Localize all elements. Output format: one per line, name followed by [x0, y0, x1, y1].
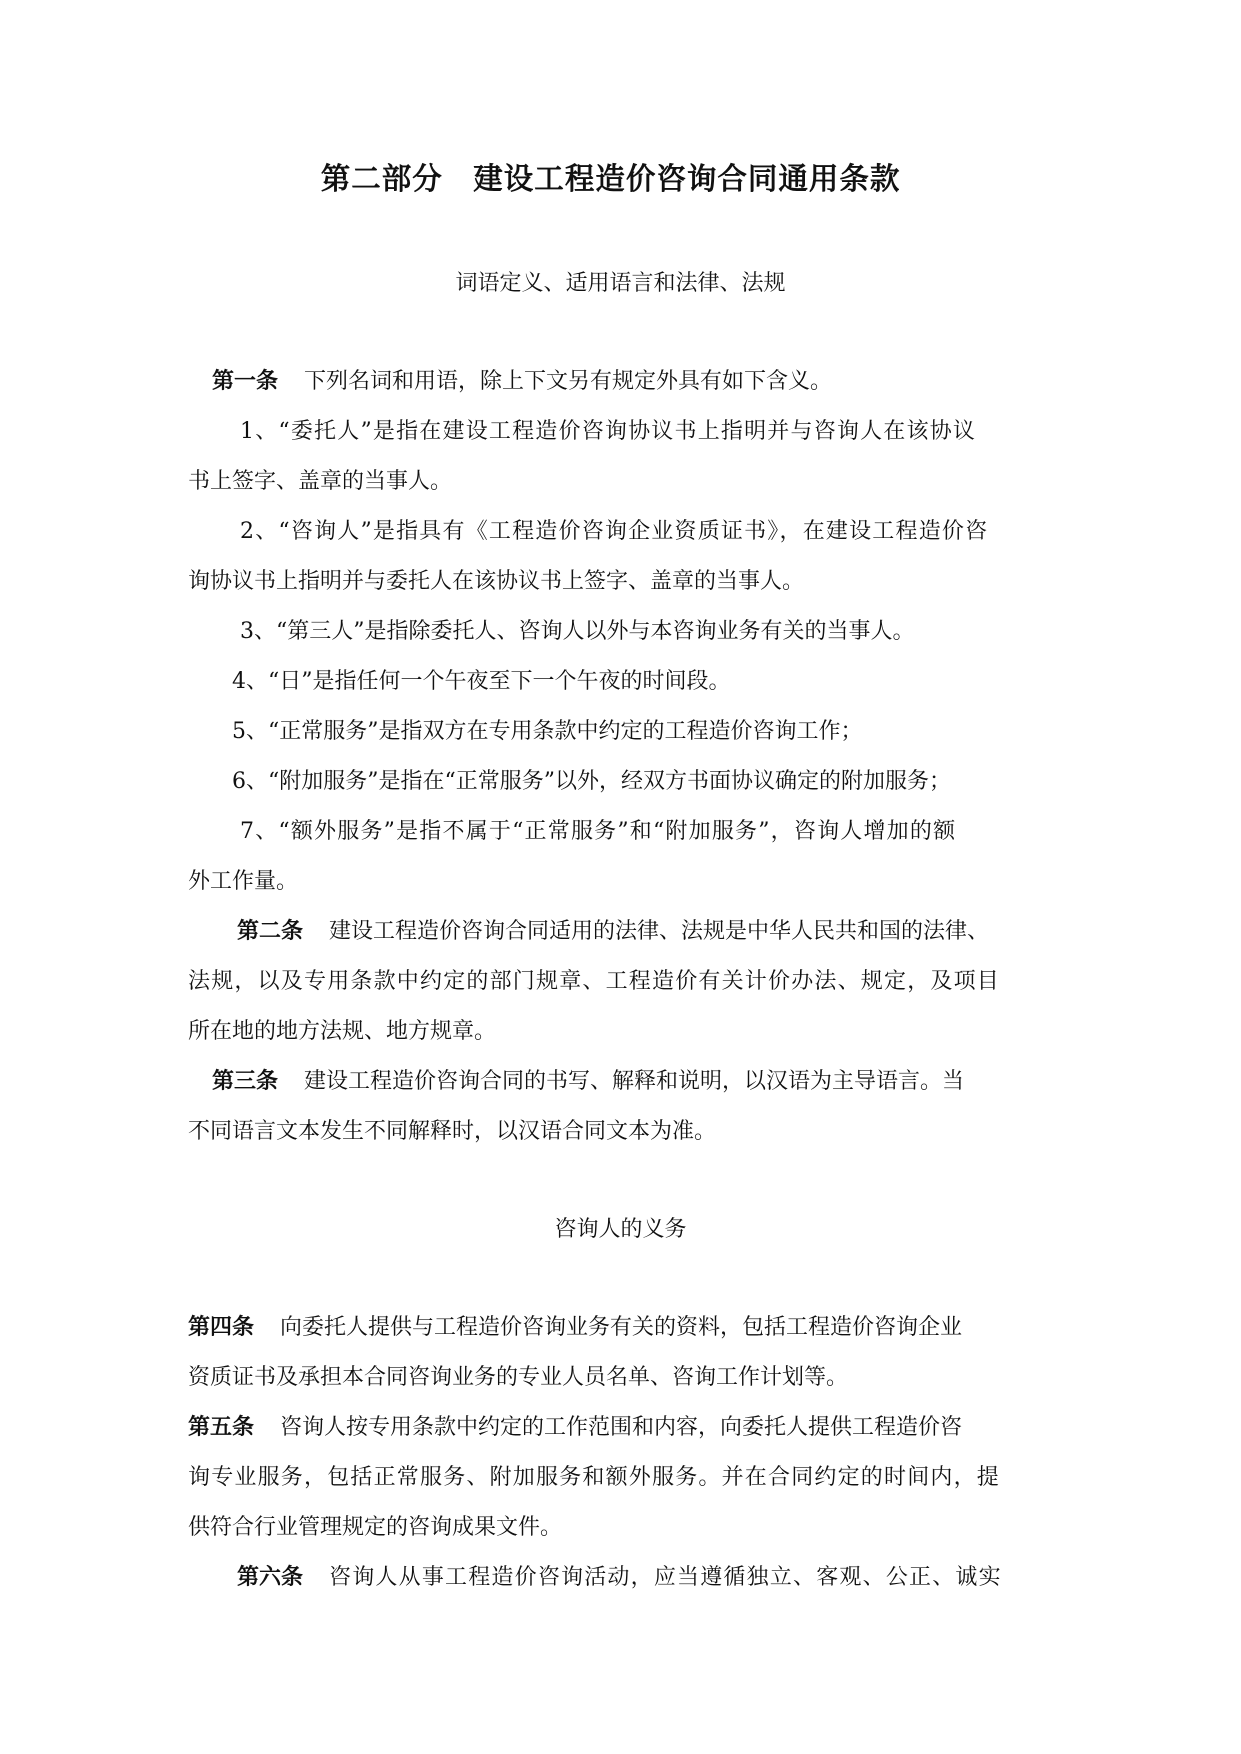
- article-2-line-2: 法规，以及专用条款中约定的部门规章、工程造价有关计价办法、规定，及项目: [188, 969, 1001, 994]
- document-title: 第二部分 建设工程造价咨询合同通用条款: [320, 162, 901, 197]
- section-heading-consultant-obligations: 咨询人的义务: [554, 1217, 687, 1242]
- definition-5: 5、“正常服务”是指双方在专用条款中约定的工程造价咨询工作；: [232, 719, 863, 744]
- definition-3: 3、“第三人”是指除委托人、咨询人以外与本咨询业务有关的当事人。: [240, 619, 915, 644]
- article-4-line-1: [188, 1312, 962, 1344]
- definition-2-line-2: 询协议书上指明并与委托人在该协议书上签字、盖章的当事人。: [188, 569, 805, 594]
- article-2-text: 建设工程造价咨询合同适用的法律、法规是中华人民共和国的法律、: [329, 919, 990, 944]
- article-6-label: 第六条: [237, 1565, 304, 1590]
- article-6-text: 咨询人从事工程造价咨询活动，应当遵循独立、客观、公正、诚实: [329, 1565, 1002, 1590]
- article-5-line-1: [188, 1412, 962, 1444]
- definition-1-line-2: 书上签字、盖章的当事人。: [188, 469, 453, 494]
- article-3-label: 第三条: [212, 1069, 279, 1094]
- article-3-line-1: [212, 1066, 964, 1098]
- article-6-line-1: [237, 1562, 1002, 1594]
- article-4-label: 第四条: [188, 1315, 255, 1340]
- article-4-text: 向委托人提供与工程造价咨询业务有关的资料，包括工程造价咨询企业: [280, 1315, 963, 1340]
- section-heading-definitions: 词语定义、适用语言和法律、法规: [455, 271, 786, 296]
- article-1-intro: [212, 366, 832, 398]
- article-1-text: 下列名词和用语，除上下文另有规定外具有如下含义。: [304, 369, 833, 394]
- article-5-text: 咨询人按专用条款中约定的工作范围和内容，向委托人提供工程造价咨: [280, 1415, 963, 1440]
- article-3-text: 建设工程造价咨询合同的书写、解释和说明，以汉语为主导语言。当: [304, 1069, 965, 1094]
- article-5-line-2: 询专业服务，包括正常服务、附加服务和额外服务。并在合同约定的时间内，提: [188, 1465, 1001, 1490]
- article-2-line-3: 所在地的地方法规、地方规章。: [188, 1019, 497, 1044]
- article-5-line-3: 供符合行业管理规定的咨询成果文件。: [188, 1515, 563, 1540]
- definition-1-line-1: 1、“委托人”是指在建设工程造价咨询协议书上指明并与咨询人在该协议: [240, 419, 977, 444]
- definition-6: 6、“附加服务”是指在“正常服务”以外，经双方书面协议确定的附加服务；: [232, 769, 951, 794]
- article-4-line-2: 资质证书及承担本合同咨询业务的专业人员名单、咨询工作计划等。: [188, 1365, 849, 1390]
- definition-4: 4、“日”是指任何一个午夜至下一个午夜的时间段。: [232, 669, 731, 694]
- definition-7-line-1: 7、“额外服务”是指不属于“正常服务”和“附加服务”，咨询人增加的额: [240, 819, 957, 844]
- article-5-label: 第五条: [188, 1415, 255, 1440]
- definition-2-line-1: 2、“咨询人”是指具有《工程造价咨询企业资质证书》，在建设工程造价咨: [240, 519, 989, 544]
- article-2-line-1: [237, 916, 989, 948]
- article-2-label: 第二条: [237, 919, 304, 944]
- definition-7-line-2: 外工作量。: [188, 869, 299, 894]
- article-1-label: 第一条: [212, 369, 279, 394]
- article-3-line-2: 不同语言文本发生不同解释时，以汉语合同文本为准。: [188, 1119, 717, 1144]
